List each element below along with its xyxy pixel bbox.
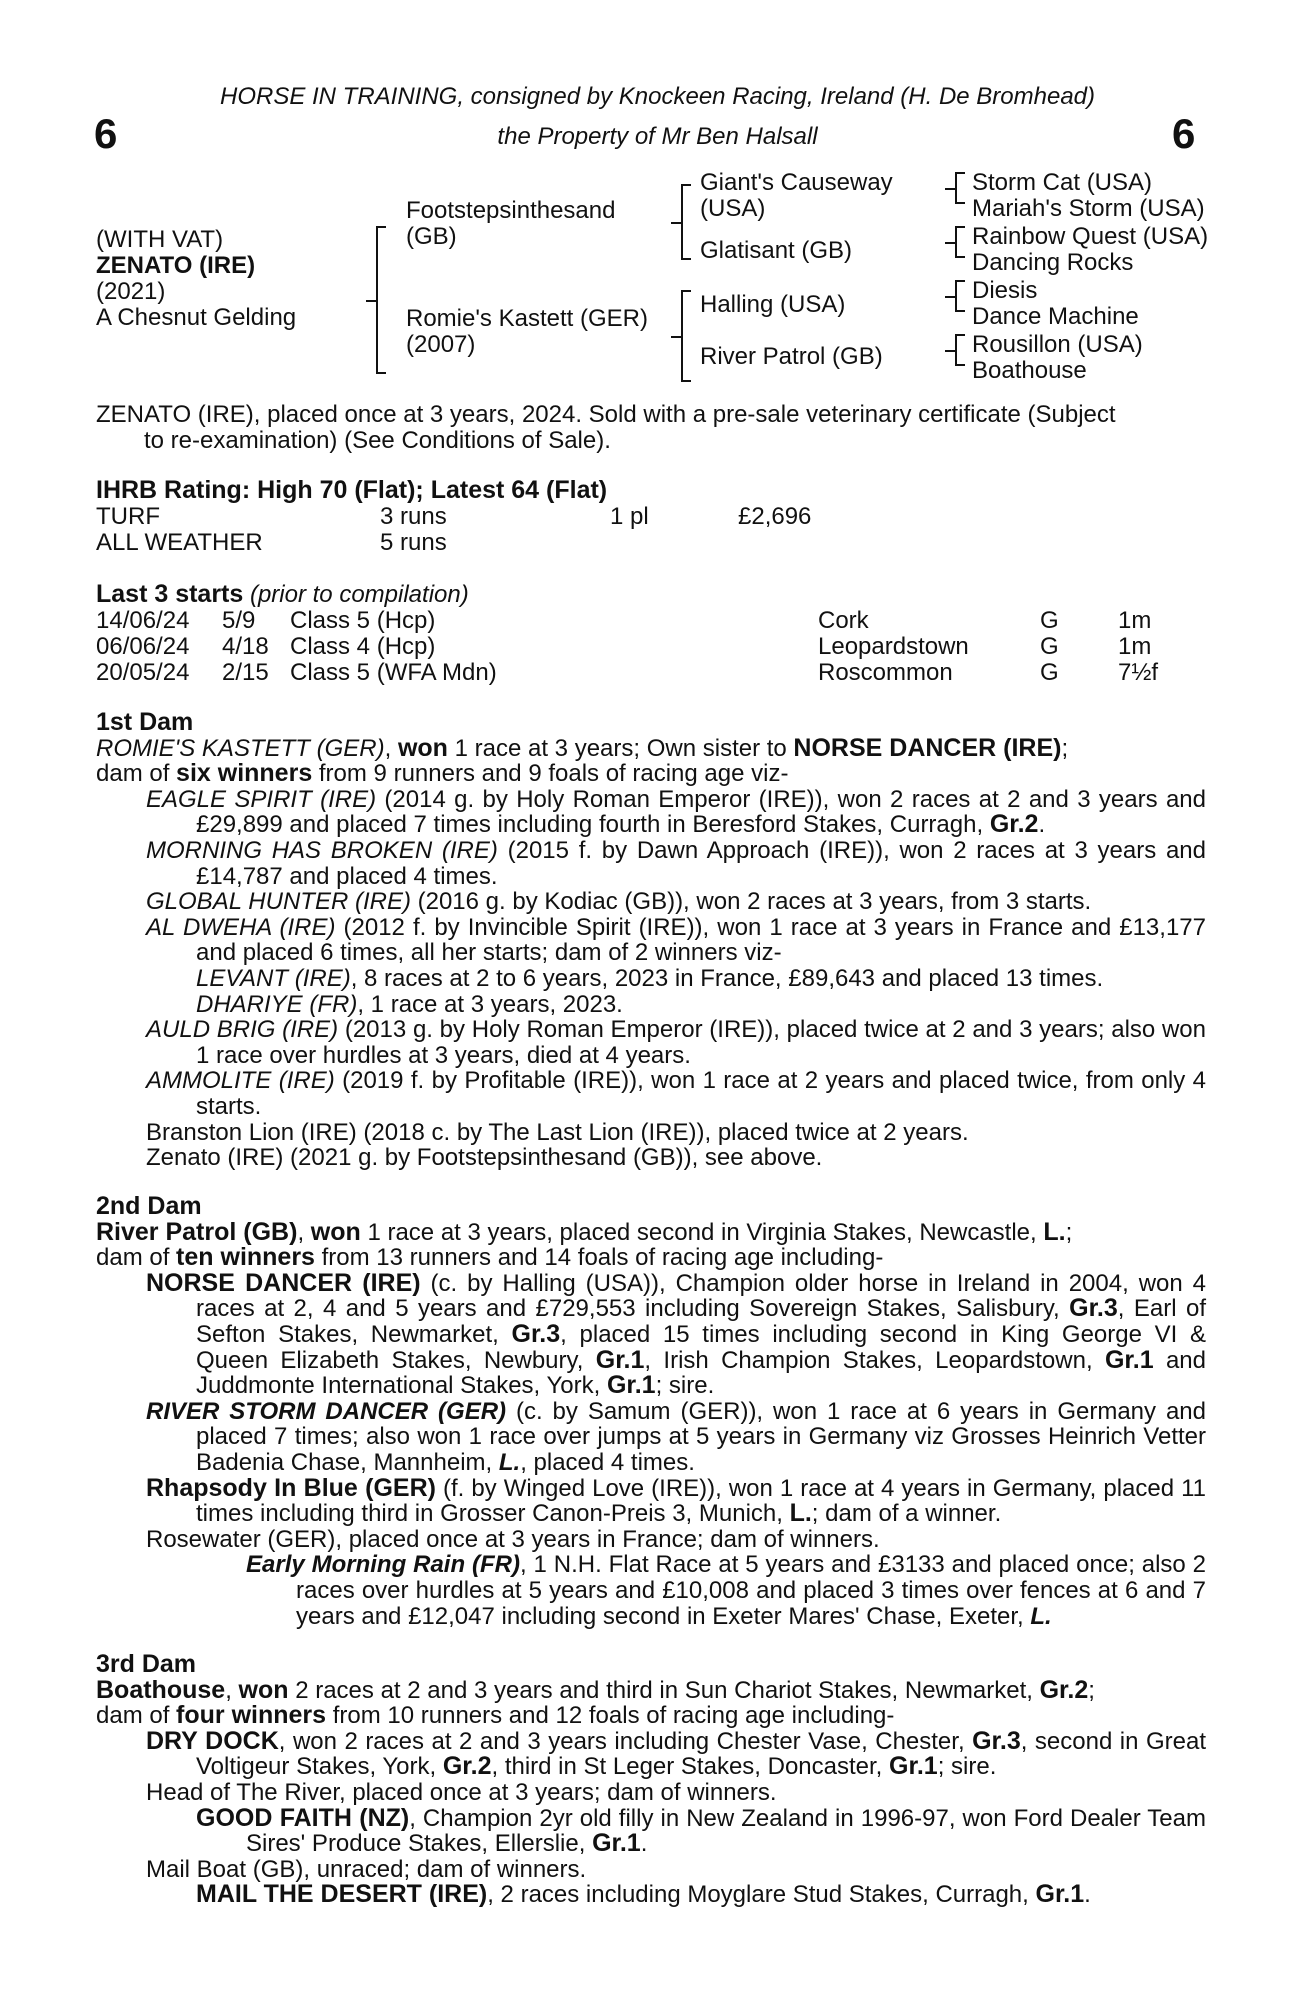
lot-number-right: 6 <box>1172 110 1196 157</box>
start-going: G <box>1040 607 1059 634</box>
start-date: 06/06/24 <box>96 633 190 660</box>
first-dam-text: ; <box>1061 734 1069 762</box>
sire-country: (GB) <box>406 223 457 250</box>
first-dam-winners: six winners <box>176 759 313 788</box>
produce-text: (2016 g. by Kodiac (GB)), won 2 races at 3 years, from 3 starts. <box>410 888 1092 916</box>
produce-text: (2015 f. by Dawn Approach (IRE)), won 2 races at 3 years and £14,787 and placed 4 times. <box>196 836 1206 890</box>
dam-dam: River Patrol (GB) <box>700 343 883 370</box>
ped-dss: Diesis <box>972 277 1038 304</box>
first-dam-won: won <box>397 733 448 762</box>
start-pos: 5/9 <box>222 607 256 634</box>
first-dam-text: dam of <box>96 760 177 788</box>
lot-number-left: 6 <box>94 110 118 157</box>
produce-entry <box>96 915 1206 966</box>
second-dam-name: River Patrol (GB) <box>96 1217 298 1246</box>
produce-text: , 2 races including Moyglare Stud Stakes, Curragh, <box>487 1881 1036 1909</box>
grade-label: Gr.1 <box>1035 1880 1085 1909</box>
start-class: Class 5 (Hcp) <box>290 607 436 634</box>
produce-text: (2014 g. by Holy Roman Emperor (IRE)), won 2 races at 2 and 3 years and £29,899 and placed 7 times including fourth in Beresford Stakes, Curragh, <box>196 785 1206 839</box>
produce-name: NORSE DANCER (IRE) <box>146 1268 421 1297</box>
start-going: G <box>1040 633 1059 660</box>
produce-text: , Champion 2yr old filly in New Zealand in 1996-97, won Ford Dealer Team Sires' Produce Stakes, Ellerslie, <box>246 1804 1206 1858</box>
produce-text: (2012 f. by Invincible Spirit (IRE)), won 1 race at 3 years in France and £13,177 and placed 6 times, all her starts; dam of 2 winners viz- <box>196 913 1206 967</box>
produce-text: ; sire. <box>937 1753 997 1781</box>
start-date: 20/05/24 <box>96 659 190 686</box>
third-dam-winners: four winners <box>176 1701 327 1730</box>
ped-dsd: Dance Machine <box>972 303 1139 330</box>
rating-turf-money: £2,696 <box>738 503 812 530</box>
ped-sds: Rainbow Quest (USA) <box>972 223 1209 250</box>
rating-turf-placed: 1 pl <box>610 503 649 530</box>
grade-label: Gr.1 <box>595 1345 645 1374</box>
start-pos: 2/15 <box>222 659 269 686</box>
grand-produce-entry <box>96 1552 1206 1629</box>
horse-description: A Chesnut Gelding <box>96 304 297 331</box>
start-class: Class 4 (Hcp) <box>290 633 436 660</box>
first-dam-line2 <box>96 761 1206 787</box>
rating-aw-runs: 5 runs <box>380 529 447 556</box>
produce-text: . <box>1038 811 1046 839</box>
first-dam-text: 1 race at 3 years; Own sister to <box>447 734 794 762</box>
first-dam-heading: 1st Dam <box>96 708 194 736</box>
header-consignor: HORSE IN TRAINING, consigned by Knockeen Racing, Ireland (H. De Bromhead) <box>219 83 1096 110</box>
produce-text: (f. by Winged Love (IRE)), won 1 race at 4 years in Germany, placed 11 times including third in Grosser Canon-Preis 3, Munich, <box>196 1474 1207 1528</box>
produce-text: . <box>640 1830 648 1858</box>
second-dam-section <box>96 1194 1206 1629</box>
produce-name: AL DWEHA (IRE) <box>146 913 336 941</box>
second-dam-winners: ten winners <box>176 1243 315 1272</box>
produce-entry <box>96 889 1206 915</box>
rating-turf-runs: 3 runs <box>380 503 447 530</box>
listed-label: L. <box>498 1448 521 1476</box>
listed-label: L. <box>1030 1602 1052 1630</box>
produce-text: and Juddmonte International Stakes, York, <box>196 1346 1206 1400</box>
produce-text: (2013 g. by Holy Roman Emperor (IRE)), placed twice at 2 and 3 years; also won 1 race over hurdles at 3 years, died at 4 years. <box>196 1016 1206 1069</box>
grade-label: Gr.1 <box>592 1829 641 1858</box>
sire-sire: Giant's Causeway <box>700 169 893 196</box>
second-dam-text: from 13 runners and 14 foals of racing age including- <box>314 1244 884 1272</box>
produce-text: , third in St Leger Stakes, Doncaster, <box>491 1753 890 1781</box>
produce-text: (2019 f. by Profitable (IRE)), won 1 race at 2 years and placed twice, from only 4 starts. <box>196 1067 1206 1120</box>
second-dam-text: 1 race at 3 years, placed second in Virginia Stakes, Newcastle, <box>360 1218 1044 1246</box>
produce-name: MORNING HAS BROKEN (IRE) <box>146 836 498 864</box>
produce-text: , won 2 races at 2 and 3 years including Chester Vase, Chester, <box>278 1727 973 1755</box>
starts-note: (prior to compilation) <box>249 581 469 608</box>
start-date: 14/06/24 <box>96 607 190 634</box>
first-dam-sister: NORSE DANCER (IRE) <box>793 733 1062 762</box>
produce-name: DHARIYE (FR) <box>196 990 358 1018</box>
produce-entry: Head of The River, placed once at 3 years; dam of winners. <box>146 1778 777 1806</box>
produce-entry: Rosewater (GER), placed once at 3 years in France; dam of winners. <box>146 1525 880 1553</box>
produce-entry <box>96 1268 1206 1400</box>
second-dam-text: dam of <box>96 1244 177 1272</box>
produce-text: ; dam of a winner. <box>811 1500 1002 1528</box>
third-dam-line1: Boathouse, won 2 races at 2 and 3 years and third in Sun Chariot Stakes, Newmarket, Gr.2; <box>96 1675 1095 1704</box>
produce-name: GOOD FAITH (NZ) <box>196 1803 410 1832</box>
produce-entry <box>96 1473 1207 1528</box>
start-course: Roscommon <box>818 659 953 686</box>
start-pos: 4/18 <box>222 633 269 660</box>
header-property: the Property of Mr Ben Halsall <box>497 123 818 150</box>
summary-line1: ZENATO (IRE), placed once at 3 years, 2024. Sold with a pre-sale veterinary certificate (Subject <box>96 401 1116 428</box>
produce-entry: Mail Boat (GB), unraced; dam of winners. <box>146 1855 587 1883</box>
grand-produce-entry <box>96 992 1206 1018</box>
pedigree-brace-ds <box>955 280 957 312</box>
pedigree-brace-sire <box>681 184 683 260</box>
produce-entry <box>96 838 1206 889</box>
listed-label: L. <box>1043 1217 1066 1246</box>
pedigree-brace-main <box>376 226 378 374</box>
produce-text: . <box>1084 1881 1091 1909</box>
ped-sdd: Dancing Rocks <box>972 249 1134 276</box>
produce-entry <box>96 1399 1206 1476</box>
sire-name: Footstepsinthesand <box>406 197 616 224</box>
rating-aw-label: ALL WEATHER <box>96 529 263 556</box>
grade-label: Gr.1 <box>889 1752 938 1781</box>
pedigree-brace-dd <box>955 334 957 366</box>
second-dam-line2 <box>96 1245 1206 1271</box>
start-distance: 7½f <box>1118 659 1159 686</box>
produce-text: ; sire. <box>655 1372 715 1400</box>
horse-name: ZENATO (IRE) <box>96 252 256 279</box>
rating-turf-label: TURF <box>96 503 160 530</box>
third-dam-name: Boathouse <box>96 1675 226 1704</box>
start-distance: 1m <box>1118 633 1152 660</box>
produce-name: EAGLE SPIRIT (IRE) <box>146 785 377 813</box>
third-dam-text: dam of <box>96 1702 177 1730</box>
second-dam-heading: 2nd Dam <box>96 1192 202 1220</box>
produce-text: , 8 races at 2 to 6 years, 2023 in France, £89,643 and placed 13 times. <box>350 964 1104 992</box>
produce-name: LEVANT (IRE) <box>196 964 351 992</box>
produce-name: GLOBAL HUNTER (IRE) <box>146 888 411 916</box>
produce-text: , 1 race at 3 years, 2023. <box>357 990 623 1018</box>
pedigree-brace-dam <box>681 290 683 382</box>
start-going: G <box>1040 659 1059 686</box>
vat-note: (WITH VAT) <box>96 226 224 253</box>
grade-label: Gr.2 <box>442 1752 492 1781</box>
first-dam-line1: ROMIE'S KASTETT (GER), won 1 race at 3 years; Own sister to NORSE DANCER (IRE); <box>96 733 1069 762</box>
produce-text: , placed 4 times. <box>520 1448 695 1476</box>
ped-ddd: Boathouse <box>972 357 1087 384</box>
third-dam-text: 2 races at 2 and 3 years and third in Sun Chariot Stakes, Newmarket, <box>288 1676 1040 1704</box>
summary-line2: to re-examination) (See Conditions of Sale). <box>144 427 611 454</box>
pedigree-brace-sd <box>955 226 957 258</box>
produce-name: Rhapsody In Blue (GER) <box>146 1473 436 1502</box>
sire-sire-country: (USA) <box>700 195 766 222</box>
produce-name: AMMOLITE (IRE) <box>146 1067 335 1095</box>
third-dam-won: won <box>238 1675 289 1704</box>
produce-text: , placed 15 times including second in King George VI & Queen Elizabeth Stakes, Newbury, <box>196 1320 1206 1374</box>
produce-name: MAIL THE DESERT (IRE) <box>196 1880 488 1909</box>
rating-title: IHRB Rating: High 70 (Flat); Latest 64 (Flat) <box>96 476 608 504</box>
pedigree-brace-ss <box>955 172 957 204</box>
grade-label: Gr.1 <box>1104 1345 1154 1374</box>
third-dam-text: ; <box>1088 1676 1095 1704</box>
start-distance: 1m <box>1118 607 1152 634</box>
produce-entry: Branston Lion (IRE) (2018 c. by The Last Lion (IRE)), placed twice at 2 years. <box>146 1118 969 1146</box>
dam-sire: Halling (USA) <box>700 291 846 318</box>
sire-dam: Glatisant (GB) <box>700 237 853 264</box>
horse-year: (2021) <box>96 278 166 305</box>
first-dam-text: from 9 runners and 9 foals of racing age viz- <box>312 760 789 788</box>
produce-name: DRY DOCK <box>146 1726 279 1755</box>
grade-label: Gr.1 <box>606 1371 656 1400</box>
first-dam-name: ROMIE'S KASTETT (GER) <box>96 734 385 762</box>
ped-ssd: Mariah's Storm (USA) <box>972 195 1205 222</box>
produce-text: , 1 N.H. Flat Race at 5 years and £3133 and placed once; also 2 races over hurdles at 5 years and £10,008 and placed 3 times over fences at 6 and 7 years and £12,047 including second in Exeter Mares' Chase, Exeter, <box>296 1551 1206 1630</box>
grade-label: Gr.3 <box>511 1319 561 1348</box>
produce-entry <box>96 1068 1206 1119</box>
produce-text: , Irish Champion Stakes, Leopardstown, <box>644 1346 1105 1374</box>
grand-produce-entry <box>96 966 1206 992</box>
grand-produce-entry <box>96 1803 1206 1858</box>
grand-produce-entry <box>96 1882 1206 1908</box>
second-dam-won: won <box>310 1217 361 1246</box>
grade-label: Gr.2 <box>1039 1675 1089 1704</box>
produce-text: (c. by Halling (USA)), Champion older horse in Ireland in 2004, won 4 races at 2, 4 and 5 years and £729,553 including Sovereign Stakes, Salisbury, <box>196 1269 1206 1323</box>
produce-name: RIVER STORM DANCER (GER) <box>146 1397 507 1425</box>
start-course: Leopardstown <box>818 633 969 660</box>
ped-sss: Storm Cat (USA) <box>972 169 1153 196</box>
produce-entry <box>96 787 1206 838</box>
start-course: Cork <box>818 607 869 634</box>
grade-label: Gr.3 <box>1069 1294 1118 1323</box>
dam-year: (2007) <box>406 331 476 358</box>
ped-dds: Rousillon (USA) <box>972 331 1143 358</box>
start-class: Class 5 (WFA Mdn) <box>290 659 497 686</box>
produce-text: , second in Great Voltigeur Stakes, York, <box>196 1727 1207 1781</box>
starts-title: Last 3 starts <box>96 580 244 608</box>
third-dam-line2 <box>96 1703 1206 1729</box>
dam-name: Romie's Kastett (GER) <box>406 305 648 332</box>
produce-text: (c. by Samum (GER)), won 1 race at 6 years in Germany and placed 7 times; also won 1 race over jumps at 5 years in Germany viz Grosses Heinrich Vetter Badenia Chase, Mannheim, <box>196 1397 1206 1476</box>
grade-label: Gr.3 <box>972 1726 1021 1755</box>
starts-heading <box>96 582 469 608</box>
second-dam-line1: River Patrol (GB), won 1 race at 3 years, placed second in Virginia Stakes, Newcastle, L.; <box>96 1217 1073 1246</box>
third-dam-heading: 3rd Dam <box>96 1650 197 1678</box>
produce-name: Early Morning Rain (FR) <box>246 1551 520 1579</box>
grade-label: Gr.2 <box>989 810 1039 839</box>
third-dam-section <box>96 1652 1206 1908</box>
produce-name: AULD BRIG (IRE) <box>146 1016 339 1044</box>
produce-entry <box>96 1017 1206 1068</box>
third-dam-text: from 10 runners and 12 foals of racing age including- <box>326 1702 895 1730</box>
produce-entry: Zenato (IRE) (2021 g. by Footstepsinthesand (GB)), see above. <box>146 1144 823 1172</box>
first-dam-section <box>96 710 1206 1171</box>
produce-entry <box>96 1726 1207 1781</box>
listed-label: L. <box>789 1499 812 1528</box>
second-dam-text: ; <box>1065 1218 1073 1246</box>
produce-text: , Earl of Sefton Stakes, Newmarket, <box>196 1295 1206 1348</box>
